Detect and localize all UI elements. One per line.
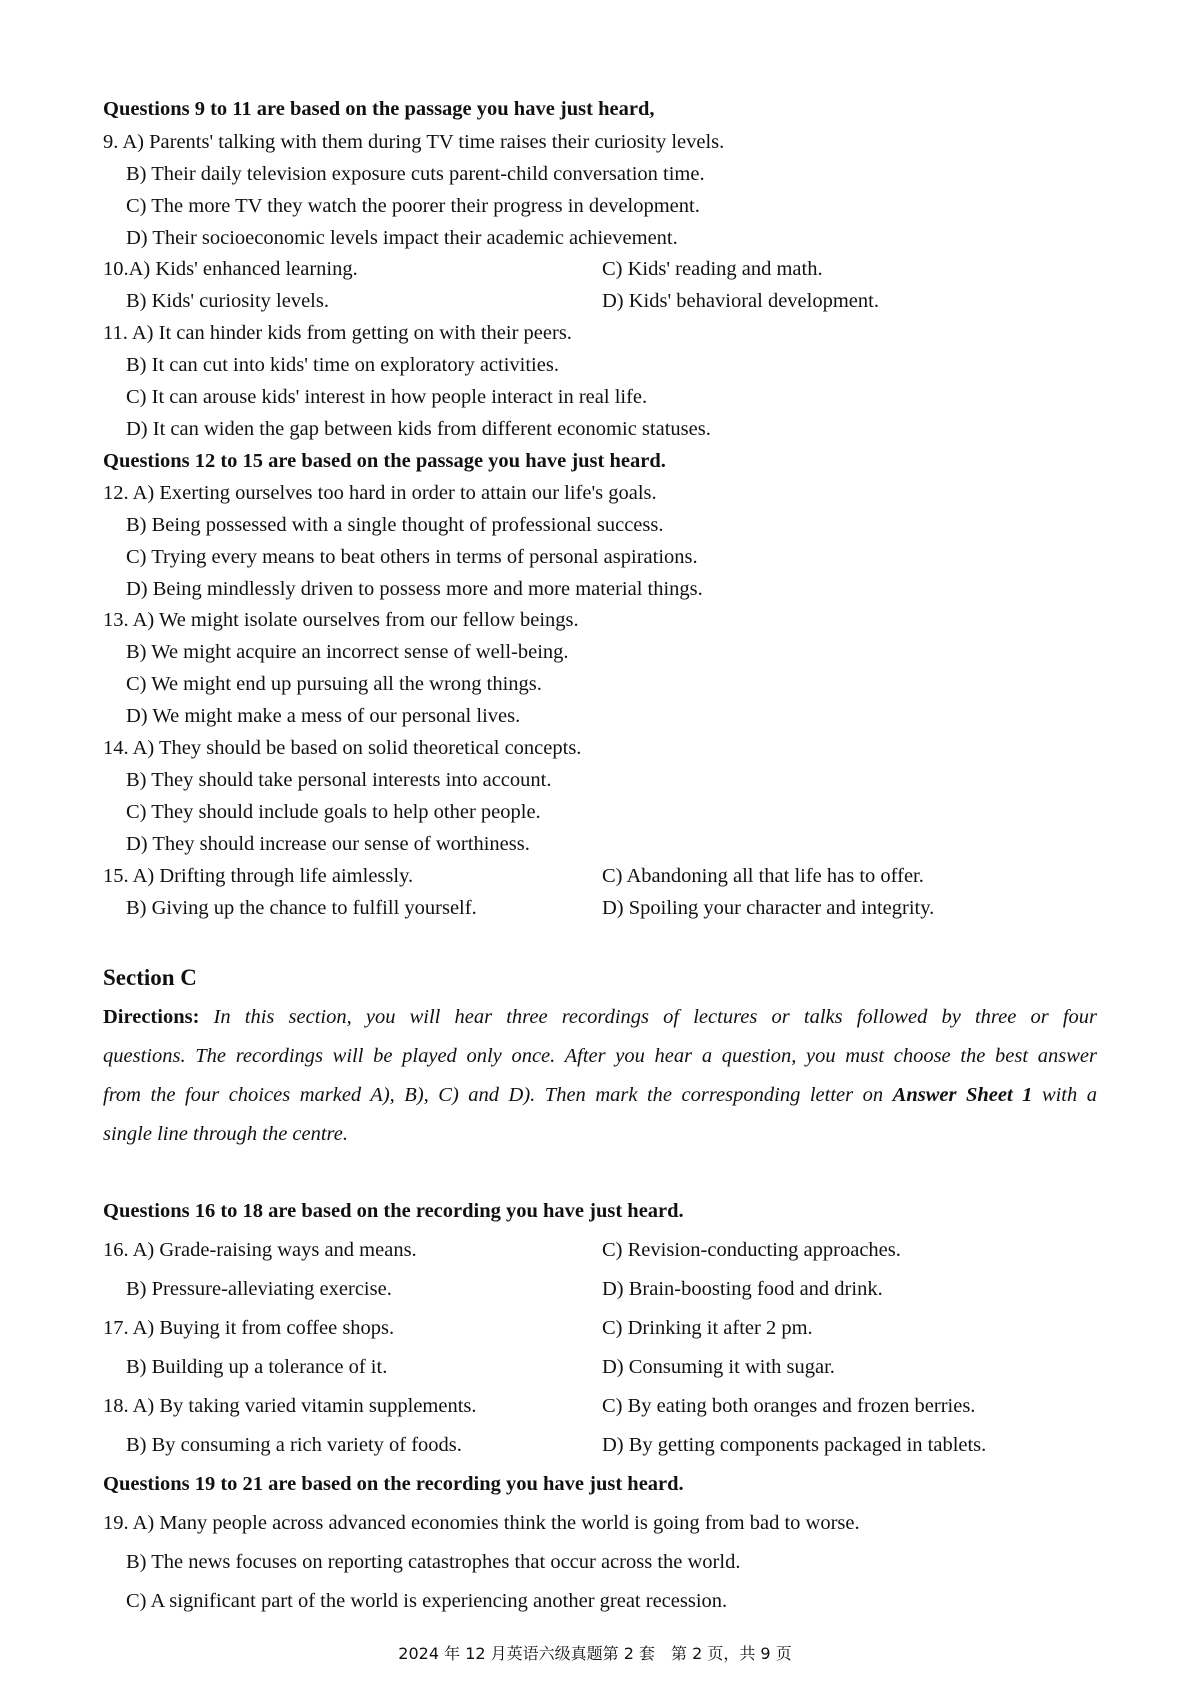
directions-line-2: questions. The recordings will be played only once. After you hear a question, you must choose the best answer xyxy=(103,1045,1097,1067)
q19-option-a: 19. A) Many people across advanced economies think the world is going from bad to worse. xyxy=(103,1512,860,1534)
q10-option-a: 10.A) Kids' enhanced learning. xyxy=(103,258,358,280)
q18-option-c: C) By eating both oranges and frozen berries. xyxy=(602,1395,976,1417)
directions-text-1: In this section, you will hear three recordings of lectures or talks followed by three or four xyxy=(213,1006,1097,1028)
q10-option-b: B) Kids' curiosity levels. xyxy=(126,290,329,312)
q14-option-b: B) They should take personal interests into account. xyxy=(126,769,552,791)
q12-option-c: C) Trying every means to beat others in terms of personal aspirations. xyxy=(126,546,698,568)
q18-option-a: 18. A) By taking varied vitamin supplements. xyxy=(103,1395,477,1417)
q16-option-b: B) Pressure-alleviating exercise. xyxy=(126,1278,392,1300)
q17-option-b: B) Building up a tolerance of it. xyxy=(126,1356,388,1378)
q16-option-d: D) Brain-boosting food and drink. xyxy=(602,1278,883,1300)
group-heading-16-18: Questions 16 to 18 are based on the recording you have just heard. xyxy=(103,1200,684,1222)
directions-tail: with a xyxy=(1041,1084,1098,1106)
group-heading-9-11: Questions 9 to 11 are based on the passage you have just heard, xyxy=(103,98,655,120)
q14-option-a: 14. A) They should be based on solid theoretical concepts. xyxy=(103,737,582,759)
q14-option-c: C) They should include goals to help other people. xyxy=(126,801,541,823)
q9-option-d: D) Their socioeconomic levels impact their academic achievement. xyxy=(126,227,678,249)
page-footer: 2024 年 12 月英语六级真题第 2 套 第 2 页，共 9 页 xyxy=(398,1644,792,1663)
q18-option-b: B) By consuming a rich variety of foods. xyxy=(126,1434,462,1456)
directions-line-1 xyxy=(103,1005,1097,1029)
q10-option-d: D) Kids' behavioral development. xyxy=(602,290,879,312)
q15-option-c: C) Abandoning all that life has to offer. xyxy=(602,865,924,887)
directions-line-4: single line through the centre. xyxy=(103,1123,348,1145)
q12-option-b: B) Being possessed with a single thought of professional success. xyxy=(126,514,664,536)
q10-option-c: C) Kids' reading and math. xyxy=(602,258,823,280)
q9-option-c: C) The more TV they watch the poorer their progress in development. xyxy=(126,195,700,217)
directions-line-3 xyxy=(103,1083,1097,1107)
section-title: Section C xyxy=(103,965,197,990)
q9-option-b: B) Their daily television exposure cuts parent-child conversation time. xyxy=(126,163,705,185)
directions-label: Directions: xyxy=(103,1006,200,1028)
q16-option-a: 16. A) Grade-raising ways and means. xyxy=(103,1239,417,1261)
q13-option-d: D) We might make a mess of our personal lives. xyxy=(126,705,521,727)
q11-option-b: B) It can cut into kids' time on exploratory activities. xyxy=(126,354,559,376)
q15-option-b: B) Giving up the chance to fulfill yourself. xyxy=(126,897,477,919)
q15-option-a: 15. A) Drifting through life aimlessly. xyxy=(103,865,414,887)
q13-option-c: C) We might end up pursuing all the wrong things. xyxy=(126,673,542,695)
q13-option-b: B) We might acquire an incorrect sense of well-being. xyxy=(126,641,569,663)
group-heading-12-15: Questions 12 to 15 are based on the passage you have just heard. xyxy=(103,450,666,472)
q12-option-a: 12. A) Exerting ourselves too hard in order to attain our life's goals. xyxy=(103,482,657,504)
group-heading-19-21: Questions 19 to 21 are based on the recording you have just heard. xyxy=(103,1473,684,1495)
q12-option-d: D) Being mindlessly driven to possess more and more material things. xyxy=(126,578,703,600)
answer-sheet-ref: Answer Sheet 1 xyxy=(892,1084,1033,1106)
q11-option-c: C) It can arouse kids' interest in how people interact in real life. xyxy=(126,386,648,408)
directions-text-3: from the four choices marked A), B), C) and D). Then mark the corresponding letter on xyxy=(103,1084,884,1106)
q14-option-d: D) They should increase our sense of worthiness. xyxy=(126,833,530,855)
q13-option-a: 13. A) We might isolate ourselves from our fellow beings. xyxy=(103,609,579,631)
q16-option-c: C) Revision-conducting approaches. xyxy=(602,1239,901,1261)
q17-option-c: C) Drinking it after 2 pm. xyxy=(602,1317,813,1339)
q19-option-b: B) The news focuses on reporting catastrophes that occur across the world. xyxy=(126,1551,741,1573)
q11-option-a: 11. A) It can hinder kids from getting on with their peers. xyxy=(103,322,572,344)
q9-option-a: 9. A) Parents' talking with them during TV time raises their curiosity levels. xyxy=(103,131,725,153)
q17-option-d: D) Consuming it with sugar. xyxy=(602,1356,835,1378)
q19-option-c: C) A significant part of the world is experiencing another great recession. xyxy=(126,1590,728,1612)
q15-option-d: D) Spoiling your character and integrity. xyxy=(602,897,935,919)
q18-option-d: D) By getting components packaged in tablets. xyxy=(602,1434,987,1456)
q11-option-d: D) It can widen the gap between kids from different economic statuses. xyxy=(126,418,711,440)
q17-option-a: 17. A) Buying it from coffee shops. xyxy=(103,1317,395,1339)
